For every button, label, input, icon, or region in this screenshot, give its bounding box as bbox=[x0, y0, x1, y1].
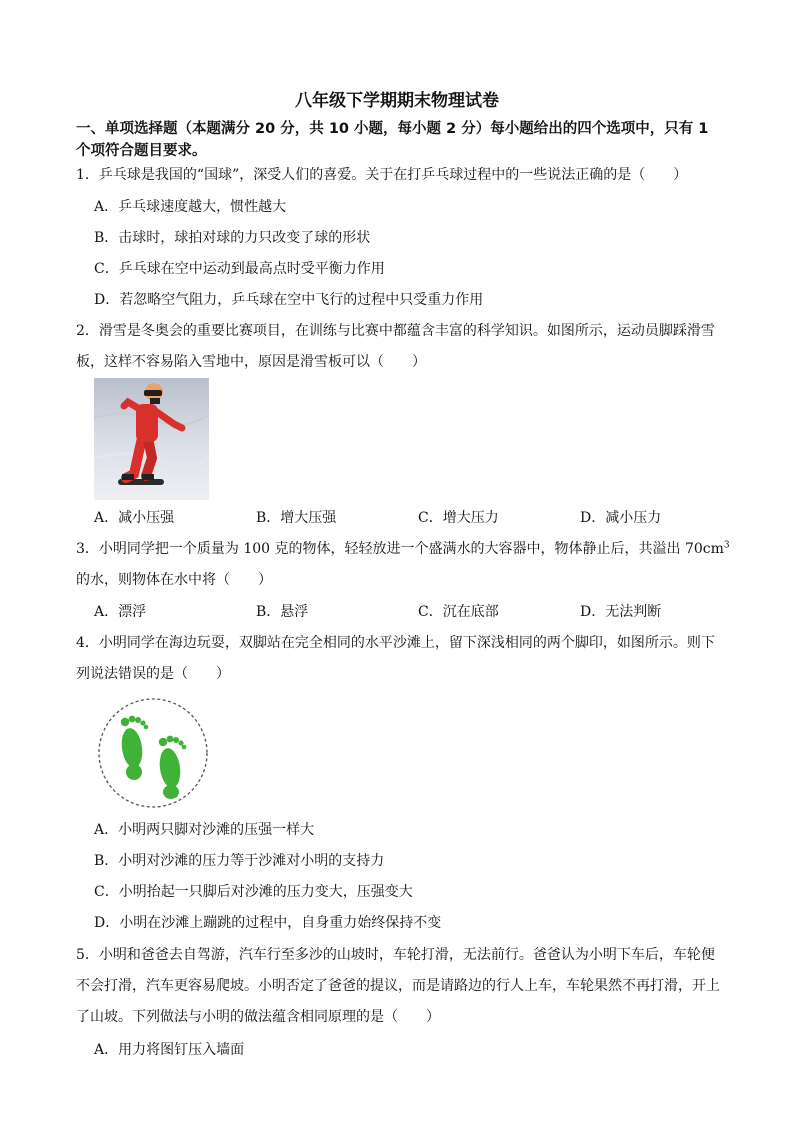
question-2-option-d: D．减小压力 bbox=[580, 510, 662, 526]
question-3-option-d: D．无法判断 bbox=[580, 604, 662, 620]
footprints-image bbox=[96, 696, 210, 810]
question-1-option-d: D．若忽略空气阻力，乒乓球在空中飞行的过程中只受重力作用 bbox=[94, 292, 484, 308]
page-title: 八年级下学期期末物理试卷 bbox=[295, 91, 499, 111]
question-3-options bbox=[94, 602, 754, 622]
section-heading-line-2: 个项符合题目要求。 bbox=[76, 143, 207, 159]
question-4-stem bbox=[76, 628, 754, 690]
section-heading bbox=[76, 118, 746, 162]
question-4-option-a: A．小明两只脚对沙滩的压强一样大 bbox=[94, 822, 315, 838]
question-1-option-a: A．乒乓球速度越大，惯性越大 bbox=[94, 199, 287, 215]
question-1-option-b: B．击球时，球拍对球的力只改变了球的形状 bbox=[94, 230, 371, 246]
section-heading-line-1: 一、单项选择题（本题满分 20 分，共 10 小题，每小题 2 分）每小题给出的四个选项中，只有 1 bbox=[76, 121, 709, 137]
snowboarder-image bbox=[94, 378, 209, 500]
question-3-option-c: C．沉在底部 bbox=[418, 604, 499, 620]
question-5-stem-line-2: 不会打滑，汽车更容易爬坡。小明否定了爸爸的提议，而是请路边的行人上车，车轮果然不再打滑，开上 bbox=[76, 978, 720, 994]
question-5-stem-line-3: 了山坡。下列做法与小明的做法蕴含相同原理的是（ ） bbox=[76, 1009, 440, 1025]
question-1-option-c: C．乒乓球在空中运动到最高点时受平衡力作用 bbox=[94, 261, 385, 277]
question-5-option-a: A．用力将图钉压入墙面 bbox=[94, 1042, 245, 1058]
question-3-stem-line-2: 的水，则物体在水中将（ ） bbox=[76, 572, 272, 588]
question-5-stem bbox=[76, 940, 754, 1033]
question-4-option-b: B．小明对沙滩的压力等于沙滩对小明的支持力 bbox=[94, 853, 385, 869]
question-3-stem-line-1 bbox=[76, 534, 754, 565]
footprints-icon bbox=[96, 696, 210, 810]
question-2-option-a: A．减小压强 bbox=[94, 510, 175, 526]
question-4-stem-line-1: 4．小明同学在海边玩耍，双脚站在完全相同的水平沙滩上，留下深浅相同的两个脚印，如图所示。则下 bbox=[76, 635, 715, 651]
question-4-stem-line-2: 列说法错误的是（ ） bbox=[76, 666, 230, 682]
question-3-option-a: A．漂浮 bbox=[94, 604, 147, 620]
snowboarder-illustration bbox=[94, 378, 209, 500]
question-2-option-c: C．增大压力 bbox=[418, 510, 499, 526]
question-3-stem bbox=[76, 534, 754, 596]
question-3-option-b: B．悬浮 bbox=[256, 604, 309, 620]
question-5-stem-line-1: 5．小明和爸爸去自驾游，汽车行至多沙的山坡时，车轮打滑，无法前行。爸爸认为小明下车后，车轮便 bbox=[76, 947, 715, 963]
question-4-option-d: D．小明在沙滩上蹦跳的过程中，自身重力始终保持不变 bbox=[94, 915, 442, 931]
question-2-stem bbox=[76, 316, 754, 378]
question-2-options bbox=[94, 508, 754, 528]
question-2-stem-line-2: 板，这样不容易陷入雪地中，原因是滑雪板可以（ ） bbox=[76, 354, 426, 370]
question-3-stem-superscript: 3 bbox=[723, 540, 730, 551]
question-4-option-c: C．小明抬起一只脚后对沙滩的压力变大，压强变大 bbox=[94, 884, 413, 900]
question-2-option-b: B．增大压强 bbox=[256, 510, 337, 526]
question-3-stem-text: 3．小明同学把一个质量为 100 克的物体，轻轻放进一个盛满水的大容器中，物体静止后，共溢出 70cm bbox=[76, 541, 724, 557]
question-2-stem-line-1: 2．滑雪是冬奥会的重要比赛项目，在训练与比赛中都蕴含丰富的科学知识。如图所示，运动员脚踩滑雪 bbox=[76, 323, 715, 339]
question-1-stem: 1．乒乓球是我国的“国球”，深受人们的喜爱。关于在打乒乓球过程中的一些说法正确的是（ ） bbox=[76, 167, 688, 183]
